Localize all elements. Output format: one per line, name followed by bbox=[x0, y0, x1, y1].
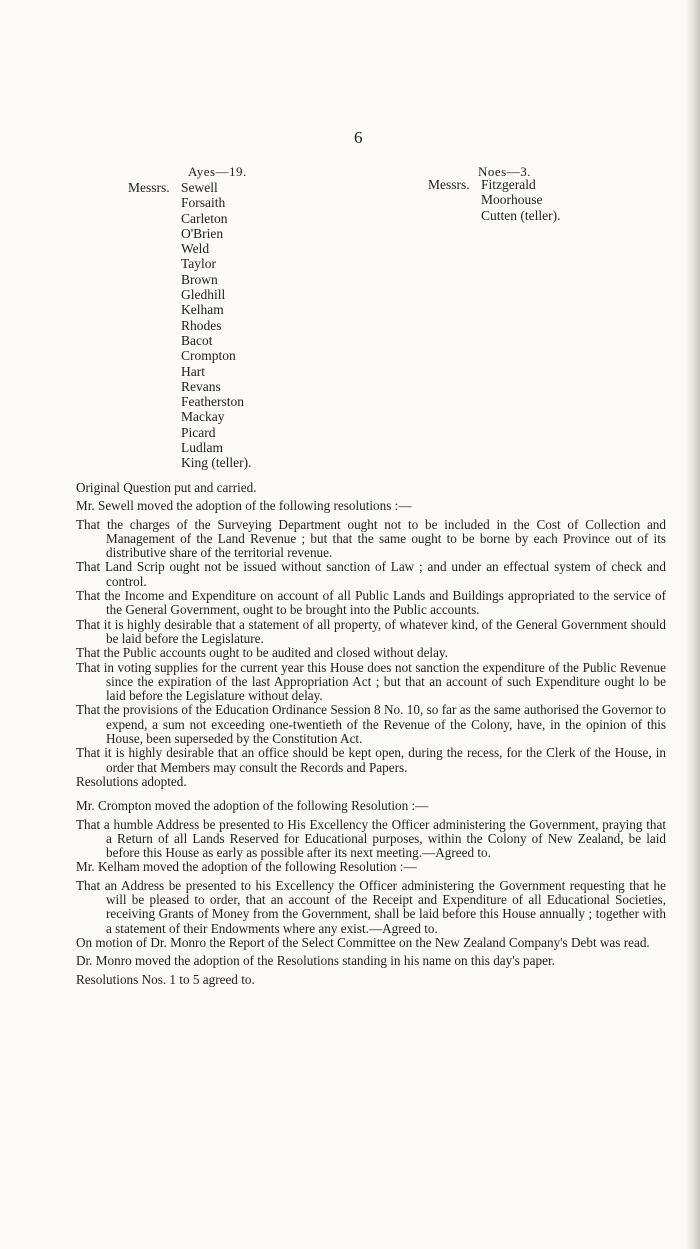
noe-name: Fitzgerald bbox=[481, 177, 536, 192]
aye-name: Revans bbox=[181, 378, 221, 394]
aye-name: Picard bbox=[181, 424, 216, 440]
kelham-motion: Mr. Kelham moved the adoption of the following Resolution :— bbox=[76, 859, 417, 875]
noe-name: Cutten (teller). bbox=[481, 207, 561, 223]
aye-name: Brown bbox=[181, 271, 218, 287]
resolutions-adopted: Resolutions adopted. bbox=[76, 773, 187, 789]
resolutions-agreed: Resolutions Nos. 1 to 5 agreed to. bbox=[76, 971, 255, 987]
resolution-education-ordinance: That the provisions of the Education Ordinance Session 8 No. 10, so far as the same authorised the Governor to expend, a sum not exceeding one-twentieth of the Revenue of the Colony, have, in the opinion of this House, been superseded by the Constitution Act. bbox=[76, 702, 666, 747]
aye-name: Sewell bbox=[181, 180, 218, 195]
noes-names bbox=[481, 177, 560, 223]
aye-name: Ludlam bbox=[181, 440, 223, 456]
resolution-land-scrip: That Land Scrip ought not be issued without sanction of Law ; and under an effectual system of check and control. bbox=[76, 559, 666, 589]
aye-name: Bacot bbox=[181, 332, 213, 348]
aye-name: Kelham bbox=[181, 302, 224, 318]
monro-report: On motion of Dr. Monro the Report of the Select Committee on the New Zealand Company's Debt was read. bbox=[76, 934, 650, 950]
proceedings-text bbox=[76, 481, 666, 991]
monro-motion: Dr. Monro moved the adoption of the Resolutions standing in his name on this day's paper. bbox=[76, 953, 555, 969]
resolution-surveying: That the charges of the Surveying Department ought not to be included in the Cost of Collection and Management of the Land Revenue ; but that the same ought to be borne by each Province out of its distributive share of the territorial revenue. bbox=[76, 516, 666, 561]
aye-name: Mackay bbox=[181, 409, 225, 425]
noes-heading: Noes—3. bbox=[478, 164, 531, 179]
question-carried: Original Question put and carried. bbox=[76, 480, 257, 495]
resolution-supplies: That in voting supplies for the current year this House does not sanction the expenditure of the Public Revenue since the expiration of the last Appropriation Act ; but that an account of such Expenditure ought lo be laid before the Legislature without delay. bbox=[76, 659, 666, 704]
aye-name: Featherston bbox=[181, 394, 244, 410]
ayes-names bbox=[181, 180, 251, 471]
resolution-public-lands: That the Income and Expenditure on account of all Public Lands and Buildings appropriated to the service of the General Government, ought to be brought into the Public accounts. bbox=[76, 588, 666, 618]
resolution-educational-lands: That a humble Address be presented to His Excellency the Officer administering the Government, praying that a Return of all Lands Reserved for Educational purposes, within the Colony of New Zealand, be laid before this House as early as possible after its next meeting.—Agreed to. bbox=[76, 816, 666, 861]
noes-messrs-label: Messrs. bbox=[428, 177, 470, 192]
aye-name: Taylor bbox=[181, 256, 217, 272]
aye-name: Forsaith bbox=[181, 195, 226, 211]
aye-name: O'Brien bbox=[181, 225, 224, 241]
ayes-messrs-label: Messrs. bbox=[128, 180, 170, 195]
aye-name: Rhodes bbox=[181, 317, 222, 333]
resolution-audit: That the Public accounts ought to be audited and closed without delay. bbox=[76, 645, 448, 661]
aye-name: Hart bbox=[181, 363, 205, 379]
resolution-educational-societies: That an Address be presented to his Excellency the Officer administering the Government requesting that he will be pleased to order, that an account of the Receipt and Expenditure of all Educational Societies, receiving Grants of Money from the Government, shall be laid before this House annually ; together with a statement of their Endowments where any exist.—Agreed to. bbox=[76, 877, 666, 936]
aye-name: Carleton bbox=[181, 210, 228, 226]
sewell-motion: Mr. Sewell moved the adoption of the following resolutions :— bbox=[76, 498, 412, 514]
resolution-property-statement: That it is highly desirable that a statement of all property, of whatever kind, of the General Government should be laid before the Legislature. bbox=[76, 616, 666, 646]
crompton-motion: Mr. Crompton moved the adoption of the following Resolution :— bbox=[76, 798, 429, 814]
noe-name: Moorhouse bbox=[481, 192, 543, 208]
aye-name: Crompton bbox=[181, 348, 236, 364]
division-list bbox=[0, 164, 700, 484]
resolution-clerk-office: That it is highly desirable that an office should be kept open, during the recess, for the Clerk of the House, in order that Members may consult the Records and Papers. bbox=[76, 745, 666, 775]
aye-name: King (teller). bbox=[181, 455, 252, 471]
aye-name: Gledhill bbox=[181, 287, 226, 303]
ayes-heading: Ayes—19. bbox=[188, 164, 247, 179]
page-number: 6 bbox=[354, 128, 363, 147]
aye-name: Weld bbox=[181, 241, 210, 257]
